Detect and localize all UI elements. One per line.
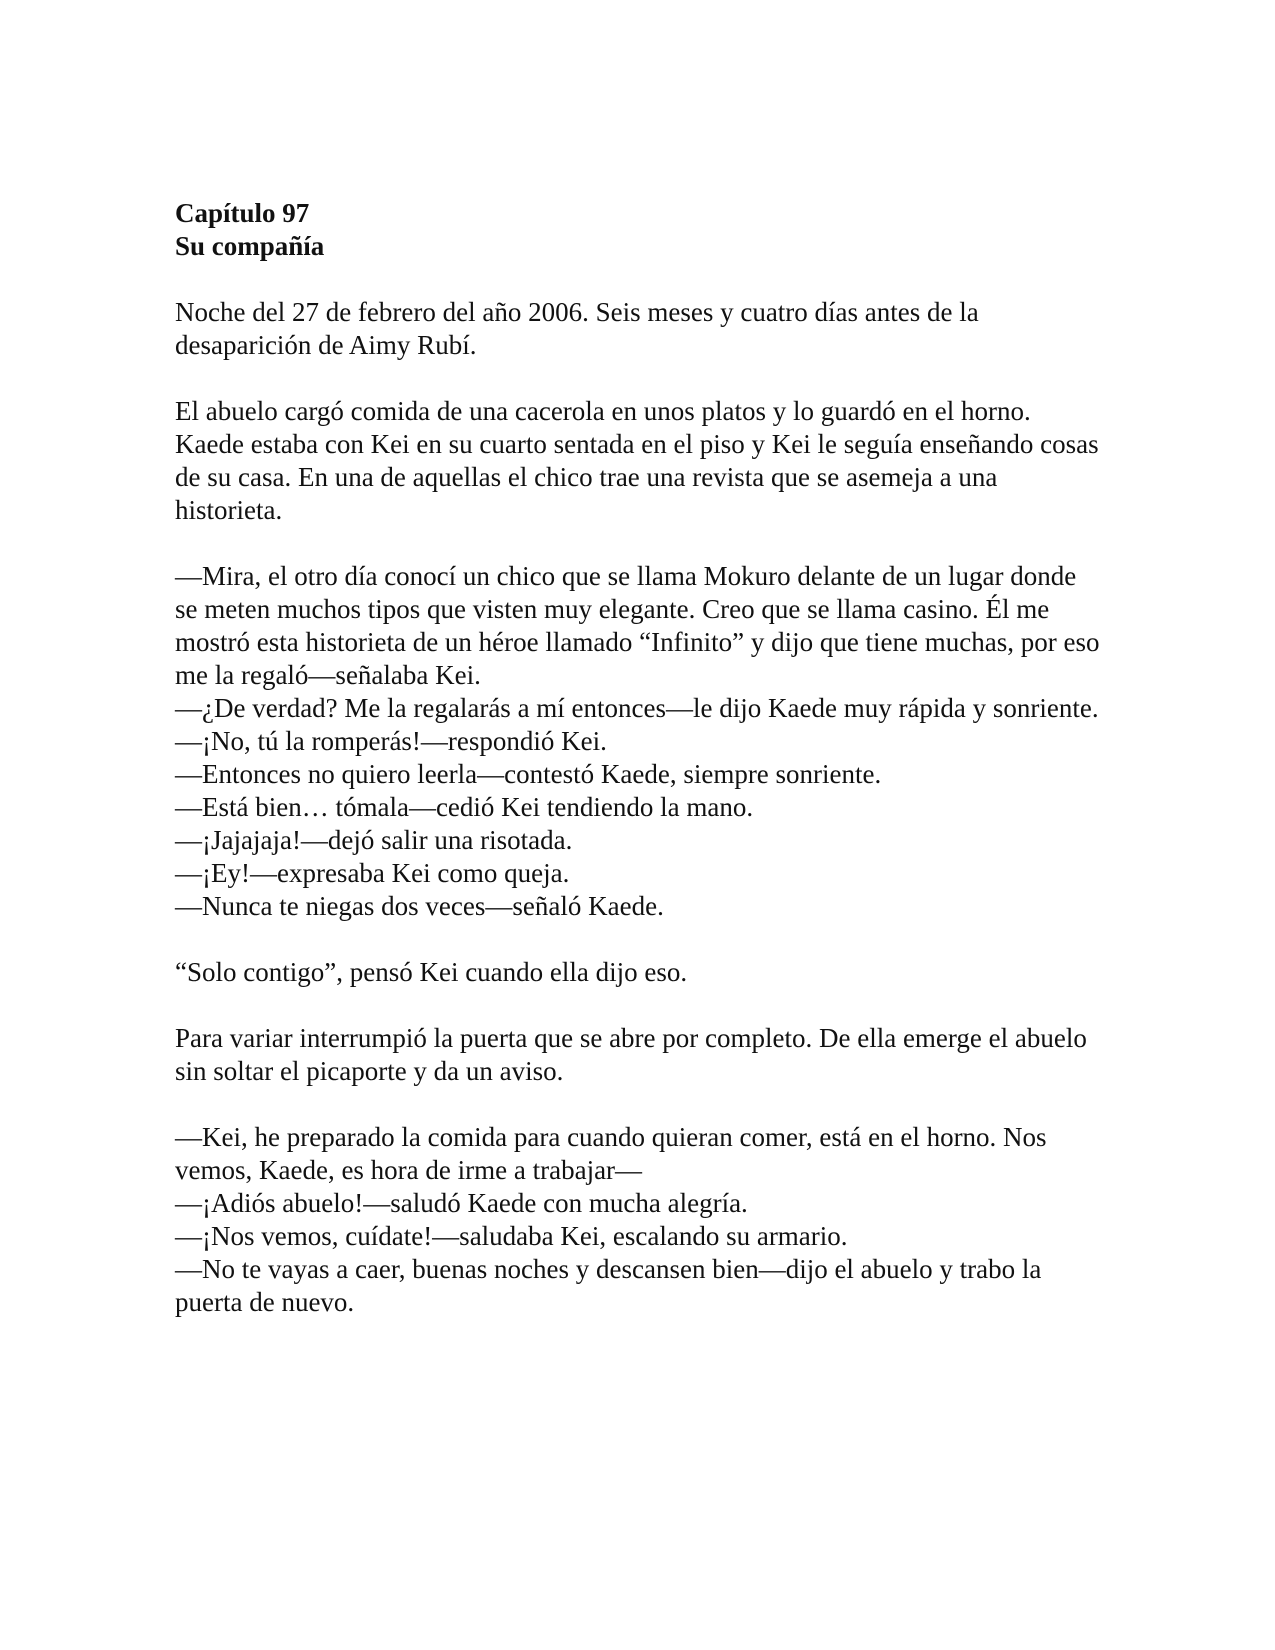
dialog-line: —Kei, he preparado la comida para cuando quieran comer, está en el horno. Nos vemos, Kaede, es hora de irme a trabajar— <box>175 1122 1047 1185</box>
dialog-line: —No te vayas a caer, buenas noches y descansen bien—dijo el abuelo y trabo la puerta de nuevo. <box>175 1254 1042 1317</box>
dialog-line: —Entonces no quiero leerla—contestó Kaede, siempre sonriente. <box>175 759 882 789</box>
dialog-line: —Mira, el otro día conocí un chico que se llama Mokuro delante de un lugar donde se meten muchos tipos que visten muy elegante. Creo que se llama casino. Él me mostró esta historieta de un héroe llamado “Infinito” y dijo que tiene muchas, por eso me la regaló—señalaba Kei. <box>175 561 1100 690</box>
chapter-number: Capítulo 97 <box>175 198 310 228</box>
dialog-line: —¡No, tú la romperás!—respondió Kei. <box>175 726 607 756</box>
dialog-block-2 <box>175 1121 1105 1319</box>
dialog-line: —Está bien… tómala—cedió Kei tendiendo la mano. <box>175 792 754 822</box>
dialog-block-1 <box>175 560 1105 923</box>
spacer <box>175 263 1105 296</box>
dialog-line: —¿De verdad? Me la regalarás a mí entonces—le dijo Kaede muy rápida y sonriente. <box>175 693 1099 723</box>
dialog-line: —¡Adiós abuelo!—saludó Kaede con mucha alegría. <box>175 1188 748 1218</box>
dialog-line: —¡Nos vemos, cuídate!—saludaba Kei, escalando su armario. <box>175 1221 848 1251</box>
paragraph-thought: “Solo contigo”, pensó Kei cuando ella dijo eso. <box>175 957 688 987</box>
dialog-line: —¡Jajajaja!—dejó salir una risotada. <box>175 825 573 855</box>
page-content <box>175 197 1105 1352</box>
paragraph-narration: El abuelo cargó comida de una cacerola en unos platos y lo guardó en el horno. Kaede estaba con Kei en su cuarto sentada en el piso y Kei le seguía enseñando cosas de su casa. En una de aquellas el chico trae una revista que se asemeja a una historieta. <box>175 396 1099 525</box>
paragraph-door: Para variar interrumpió la puerta que se abre por completo. De ella emerge el abuelo sin soltar el picaporte y da un aviso. <box>175 1023 1087 1086</box>
dialog-line: —Nunca te niegas dos veces—señaló Kaede. <box>175 891 664 921</box>
dialog-line: —¡Ey!—expresaba Kei como queja. <box>175 858 570 888</box>
chapter-title: Su compañía <box>175 231 325 261</box>
paragraph-intro: Noche del 27 de febrero del año 2006. Seis meses y cuatro días antes de la desaparición de Aimy Rubí. <box>175 297 979 360</box>
